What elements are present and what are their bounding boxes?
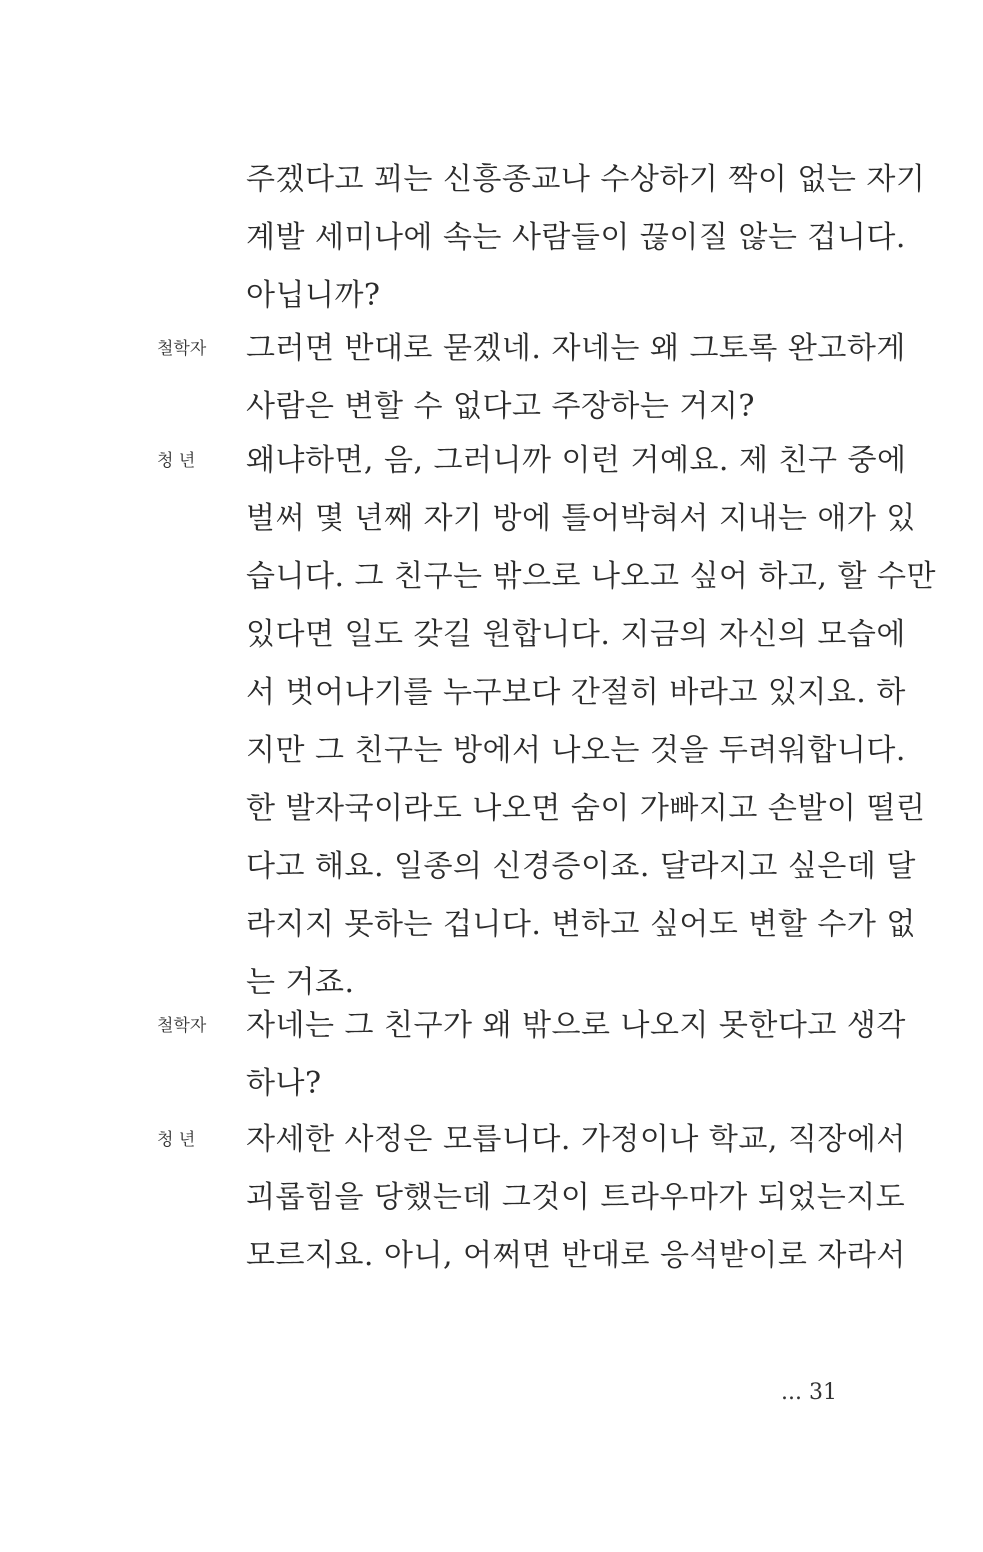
text-line: 라지지 못하는 겁니다. 변하고 싶어도 변할 수가 없 (246, 907, 916, 942)
text-line: 있다면 일도 갖길 원합니다. 지금의 자신의 모습에 (246, 617, 906, 652)
speaker-label: 철학자 (157, 339, 207, 359)
paragraph-philosopher (246, 997, 906, 1113)
text-line: 모르지요. 아니, 어쩌면 반대로 응석받이로 자라서 (246, 1238, 906, 1273)
text-line: 계발 세미나에 속는 사람들이 끊이질 않는 겁니다. (246, 220, 906, 255)
text-line: 는 거죠. (246, 965, 355, 1000)
page-number: ... 31 (781, 1380, 837, 1405)
speaker-label: 청 년 (157, 1130, 196, 1150)
paragraph-youth (246, 1111, 906, 1285)
paragraph-youth (246, 432, 936, 1012)
text-line: 하나? (246, 1066, 322, 1101)
text-line: 주겠다고 꾀는 신흥종교나 수상하기 짝이 없는 자기 (246, 162, 926, 197)
speaker-label: 청 년 (157, 451, 196, 471)
text-line: 아닙니까? (246, 278, 381, 313)
text-line: 지만 그 친구는 방에서 나오는 것을 두려워합니다. (246, 733, 906, 768)
text-line: 한 발자국이라도 나오면 숨이 가빠지고 손발이 떨린 (246, 791, 926, 826)
text-line: 서 벗어나기를 누구보다 간절히 바라고 있지요. 하 (246, 675, 906, 710)
text-line: 사람은 변할 수 없다고 주장하는 거지? (246, 389, 755, 424)
text-line: 왜냐하면, 음, 그러니까 이런 거예요. 제 친구 중에 (246, 443, 907, 478)
text-line: 자세한 사정은 모릅니다. 가정이나 학교, 직장에서 (246, 1122, 906, 1157)
paragraph-continuation (246, 151, 926, 325)
text-line: 그러면 반대로 묻겠네. 자네는 왜 그토록 완고하게 (246, 331, 906, 366)
text-line: 괴롭힘을 당했는데 그것이 트라우마가 되었는지도 (246, 1180, 906, 1215)
text-line: 벌써 몇 년째 자기 방에 틀어박혀서 지내는 애가 있 (246, 501, 916, 536)
speaker-label: 철학자 (157, 1016, 207, 1036)
text-line: 다고 해요. 일종의 신경증이죠. 달라지고 싶은데 달 (246, 849, 916, 884)
text-line: 습니다. 그 친구는 밖으로 나오고 싶어 하고, 할 수만 (246, 559, 936, 594)
text-line: 자네는 그 친구가 왜 밖으로 나오지 못한다고 생각 (246, 1008, 906, 1043)
paragraph-philosopher (246, 320, 906, 436)
